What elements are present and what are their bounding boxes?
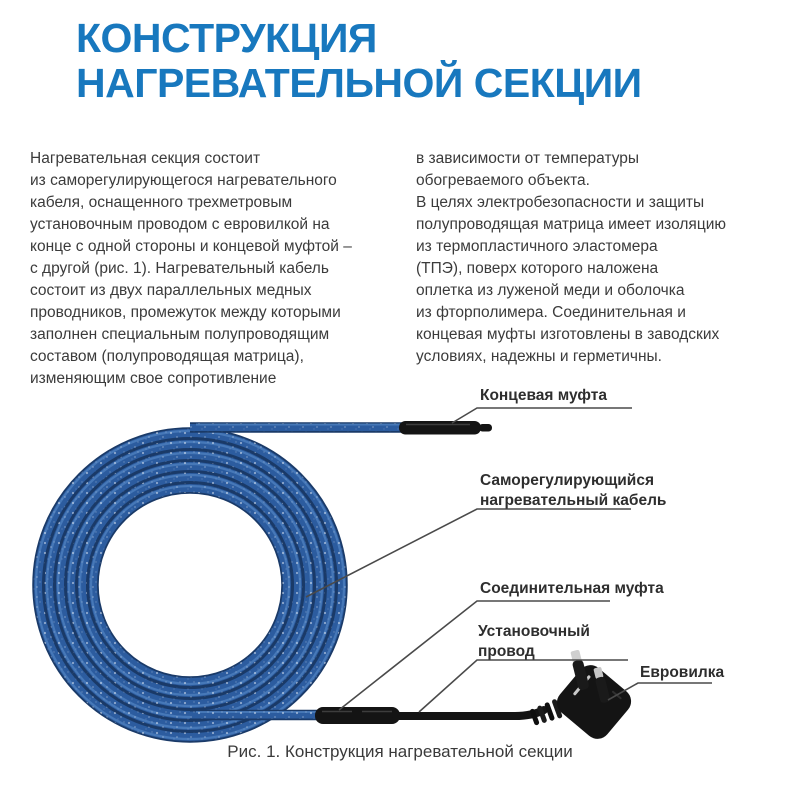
body-text-right-column: в зависимости от температуры обогреваемого объекта. В целях электробезопасности и защиты полупроводящая матрица имеет изоляцию из термопластичного эластомера (ТПЭ), поверх которого наложена оплетка из луженой меди и оболочка из фторполимера. Соединительная и концевая муфты изготовлены в заводских условиях, надежны и герметичны. <box>416 150 726 365</box>
page-title: КОНСТРУКЦИЯ НАГРЕВАТЕЛЬНОЙ СЕКЦИИ <box>76 15 642 106</box>
figure-caption: Рис. 1. Конструкция нагревательной секции <box>227 742 573 761</box>
plug-body <box>552 660 637 744</box>
label-installation-cord-line1: Установочный <box>478 623 590 640</box>
heating-cable-top-run <box>190 425 404 428</box>
junction-sleeve <box>315 707 400 724</box>
euro-plug <box>529 649 637 744</box>
label-euro-plug: Евровилка <box>640 664 725 681</box>
label-end-sleeve: Концевая муфта <box>480 387 607 404</box>
label-heating-cable-line2: нагревательный кабель <box>480 492 667 509</box>
heating-cable-bottom-run <box>190 712 330 715</box>
power-cord <box>396 710 544 716</box>
label-junction-sleeve: Соединительная муфта <box>480 580 664 597</box>
heating-section-illustration <box>0 380 800 770</box>
figure-heating-section-diagram <box>0 380 800 770</box>
label-installation-cord-line2: провод <box>478 643 535 660</box>
label-heating-cable-line1: Саморегулирующийся <box>480 472 654 489</box>
end-sleeve <box>399 421 492 435</box>
heating-cable-coil <box>36 431 344 739</box>
body-text-left-column: Нагревательная секция состоит из саморегулирующегося нагревательного кабеля, оснащенного трехметровым установочным проводом с евровилкой на конце с одной стороны и концевой муфтой – с другой (рис. 1). Нагревательный кабель состоит из двух параллельных медных проводников, промежуток между которыми заполнен специальным полупроводящим составом (полупроводящая матрица), изменяющим свое сопротивление <box>30 150 352 387</box>
leader-line-end-sleeve <box>452 408 632 423</box>
